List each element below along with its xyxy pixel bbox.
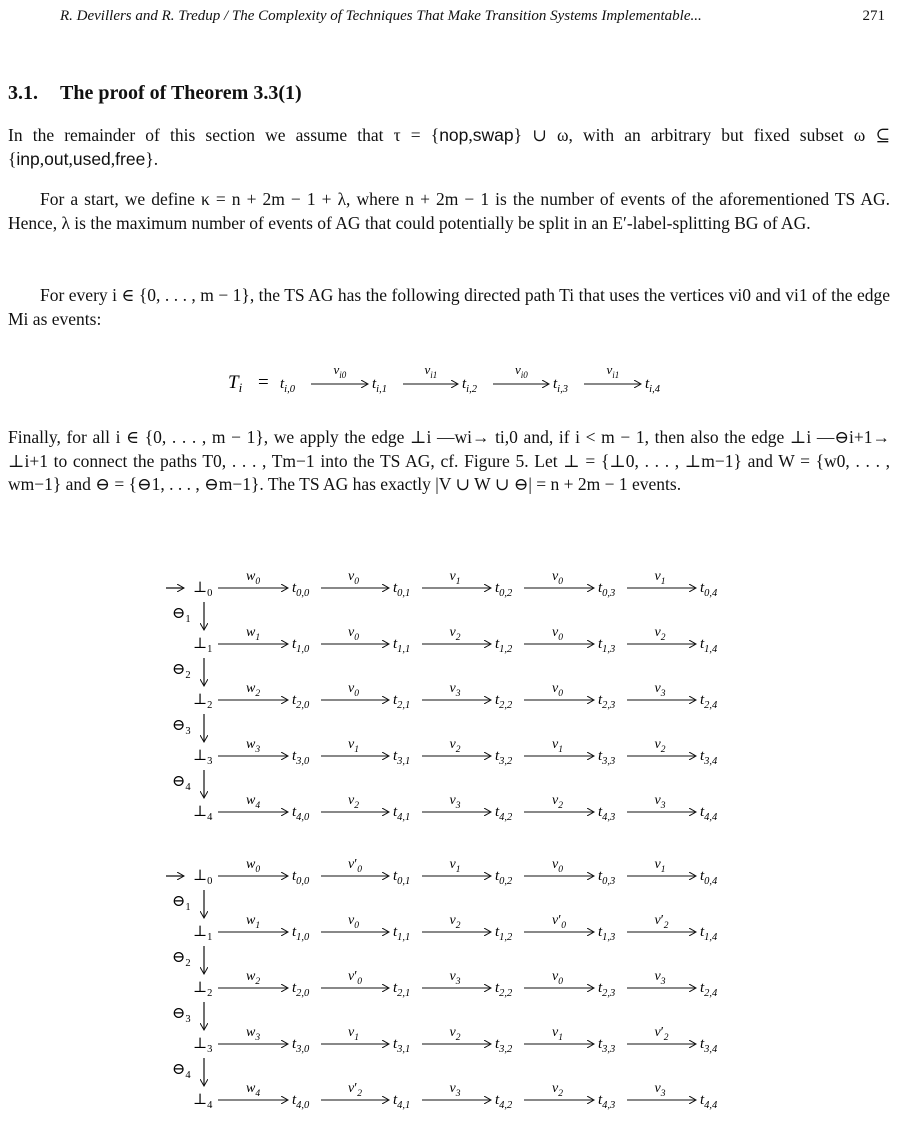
equation-lhs: $T_i$ (228, 372, 243, 395)
state-node: $t_{2,4}$ (700, 692, 718, 711)
transition-label: $v_2$ (654, 625, 666, 643)
ominus-label: $⊖_3$ (172, 1005, 191, 1025)
paragraph-4 (8, 426, 890, 497)
state-node: $t_{3,0}$ (292, 1036, 310, 1055)
state-node: $t_{2,2}$ (495, 692, 513, 711)
equation-arrow-label: $v_{i1}$ (424, 362, 438, 380)
bottom-state: $\perp_4$ (193, 804, 213, 823)
state-node: $t_{0,2}$ (495, 580, 513, 599)
p2-rest: G. Hence, λ is the maximum number of events of AG that could potentially be split in an E′-label-splitting BG of AG. (8, 189, 890, 233)
transition-label: $v_1$ (654, 569, 666, 587)
transition-label: $v'_2$ (654, 913, 669, 931)
transition-label: $v_1$ (654, 857, 666, 875)
transition-label: $w_2$ (246, 681, 261, 699)
p1-comma-2: , (39, 148, 45, 169)
ominus-label: $⊖_3$ (172, 717, 191, 737)
section-heading (8, 80, 302, 107)
equation-state: $t_{i,0}$ (280, 376, 295, 395)
transition-label: $v_3$ (654, 1081, 666, 1099)
paragraph-1 (8, 124, 890, 171)
p3-text: For every i ∈ {0, . . . , m − 1}, the TS AG has the following directed path Ti that uses the vertices vi0 and vi1 of the edge Mi as events: (8, 285, 890, 329)
bottom-state: $\perp_1$ (193, 924, 213, 943)
transition-label: $v_2$ (348, 793, 359, 811)
equation-state: $t_{i,2}$ (462, 376, 477, 395)
state-node: $t_{2,1}$ (393, 692, 411, 711)
state-node: $t_{3,2}$ (495, 1036, 513, 1055)
state-node: $t_{3,4}$ (700, 1036, 718, 1055)
state-node: $t_{3,3}$ (598, 1036, 616, 1055)
state-node: $t_{4,3}$ (598, 1092, 616, 1111)
transition-label: $v_0$ (348, 569, 359, 587)
state-node: $t_{3,1}$ (393, 1036, 411, 1055)
p2-text: For a start, we define κ = n + 2m − 1 + λ, where n + 2m − 1 is the number of events of the aforementioned TS A (40, 189, 873, 209)
state-node: $t_{0,1}$ (393, 580, 411, 599)
state-node: $t_{4,2}$ (495, 1092, 513, 1111)
transition-label: $v_3$ (654, 969, 666, 987)
p1-swap: swap (472, 125, 514, 145)
transition-label: $v'_2$ (348, 1081, 363, 1099)
state-node: $t_{2,4}$ (700, 980, 718, 999)
p4-text: Finally, for all i ∈ {0, . . . , m − 1}, we apply the edge ⊥i —wi→ ti,0 and, if i < m − 1, then also the edge ⊥i —⊖i+1→ ⊥i+1 to connect the paths T0, . . . , Tm−1 into the TS AG, cf. Figure 5. Let ⊥ = {⊥0, . . . , ⊥m−1} and W = {w0, . . . , wm−1} and ⊖ = {⊖1, . . . , ⊖m−1}. The TS AG has exactly |V ∪ W ∪ ⊖| = n + 2m − 1 events. (8, 427, 890, 495)
transition-label: $v_2$ (552, 793, 563, 811)
state-node: $t_{0,0}$ (292, 868, 310, 887)
state-node: $t_{4,0}$ (292, 804, 310, 823)
bottom-state: $\perp_0$ (193, 580, 213, 599)
transition-label: $w_2$ (246, 969, 261, 987)
transition-label: $v_1$ (348, 737, 359, 755)
state-node: $t_{0,2}$ (495, 868, 513, 887)
path-equation (0, 360, 897, 408)
transition-label: $v_0$ (348, 913, 359, 931)
transition-label: $w_0$ (246, 569, 261, 587)
ominus-label: $⊖_1$ (172, 893, 191, 913)
ominus-label: $⊖_1$ (172, 605, 191, 625)
transition-label: $v_0$ (552, 625, 563, 643)
state-node: $t_{1,0}$ (292, 636, 310, 655)
state-node: $t_{0,0}$ (292, 580, 310, 599)
state-node: $t_{2,0}$ (292, 692, 310, 711)
state-node: $t_{2,0}$ (292, 980, 310, 999)
bottom-state: $\perp_3$ (193, 748, 213, 767)
state-node: $t_{0,4}$ (700, 868, 718, 887)
equation-state: $t_{i,3}$ (553, 376, 568, 395)
p1-part-a: In the remainder of this section we assume that τ = { (8, 125, 440, 145)
p1-comma-3: , (68, 148, 73, 169)
transition-label: $w_1$ (246, 913, 261, 931)
equation-group (228, 362, 661, 395)
state-node: $t_{1,4}$ (700, 924, 718, 943)
transition-label: $v_0$ (552, 857, 563, 875)
p1-part-b: } ∪ ω, with an arbitrary but fixed subset ω ⊆ { (8, 125, 890, 169)
transition-label: $v_1$ (348, 1025, 359, 1043)
equation-arrow-label: $v_{i1}$ (606, 362, 620, 380)
state-node: $t_{3,0}$ (292, 748, 310, 767)
bottom-state: $\perp_1$ (193, 636, 213, 655)
state-node: $t_{4,1}$ (393, 1092, 411, 1111)
state-node: $t_{4,4}$ (700, 804, 718, 823)
state-node: $t_{4,4}$ (700, 1092, 718, 1111)
equation-arrow-label: $v_{i0}$ (333, 362, 347, 380)
equation-arrow-label: $v_{i0}$ (515, 362, 528, 380)
transition-label: $v_3$ (449, 1081, 461, 1099)
equation-state: $t_{i,4}$ (645, 376, 660, 395)
transition-label: $v_2$ (449, 913, 461, 931)
transition-label: $v_2$ (449, 1025, 461, 1043)
page-number: 271 (862, 8, 885, 24)
transition-label: $v_1$ (449, 569, 461, 587)
state-node: $t_{3,2}$ (495, 748, 513, 767)
state-node: $t_{0,4}$ (700, 580, 718, 599)
state-node: $t_{3,1}$ (393, 748, 411, 767)
transition-label: $v_0$ (552, 681, 563, 699)
transition-label: $v_1$ (552, 737, 563, 755)
state-node: $t_{1,1}$ (393, 636, 411, 655)
transition-label: $w_4$ (246, 793, 261, 811)
running-head: R. Devillers and R. Tredup / The Complexity of Techniques That Make Transition Systems Implementable... (60, 8, 702, 24)
transition-label: $v_2$ (449, 625, 461, 643)
p1-nop: nop (439, 125, 469, 145)
state-node: $t_{1,3}$ (598, 636, 616, 655)
transition-label: $w_3$ (246, 1025, 261, 1043)
ominus-label: $⊖_4$ (172, 1061, 191, 1081)
state-node: $t_{4,2}$ (495, 804, 513, 823)
bottom-state: $\perp_2$ (193, 980, 213, 999)
transition-label: $v_0$ (552, 569, 563, 587)
transition-label: $w_1$ (246, 625, 261, 643)
transition-label: $v_2$ (552, 1081, 563, 1099)
transition-label: $v'_0$ (348, 969, 363, 987)
state-node: $t_{1,2}$ (495, 636, 513, 655)
state-node: $t_{0,3}$ (598, 868, 616, 887)
p1-part-c: }. (145, 148, 159, 169)
paragraph-2 (8, 188, 890, 235)
transition-label: $v'_0$ (348, 857, 363, 875)
state-node: $t_{2,2}$ (495, 980, 513, 999)
state-node: $t_{1,2}$ (495, 924, 513, 943)
state-node: $t_{2,3}$ (598, 980, 616, 999)
state-node: $t_{2,3}$ (598, 692, 616, 711)
section-title-text: The proof of Theorem 3.3(1) (60, 82, 302, 104)
transition-label: $v_3$ (449, 969, 461, 987)
state-node: $t_{1,0}$ (292, 924, 310, 943)
transition-label: $v_3$ (449, 793, 461, 811)
p1-inp: inp (16, 148, 40, 169)
transition-label: $v_0$ (552, 969, 563, 987)
state-node: $t_{1,4}$ (700, 636, 718, 655)
figure-5-top-ts (0, 570, 897, 832)
transition-label: $v_2$ (449, 737, 461, 755)
transition-label: $v_0$ (348, 625, 359, 643)
transition-label: $v_3$ (654, 793, 666, 811)
transition-label: $v'_2$ (654, 1025, 669, 1043)
transition-label: $v'_0$ (552, 913, 567, 931)
equation-state: $t_{i,1}$ (372, 376, 387, 395)
p1-free: free (115, 148, 146, 169)
transition-label: $w_4$ (246, 1081, 261, 1099)
state-node: $t_{2,1}$ (393, 980, 411, 999)
paragraph-3 (8, 284, 890, 331)
transition-label: $v_1$ (552, 1025, 563, 1043)
p1-comma-1: , (468, 125, 473, 145)
state-node: $t_{4,3}$ (598, 804, 616, 823)
transition-label: $v_1$ (449, 857, 461, 875)
p1-comma-4: , (110, 148, 116, 169)
state-node: $t_{3,4}$ (700, 748, 718, 767)
p1-used: used (72, 148, 111, 169)
transition-label: $v_3$ (654, 681, 666, 699)
state-node: $t_{0,1}$ (393, 868, 411, 887)
section-number: 3.1. (8, 82, 38, 104)
bottom-state: $\perp_2$ (193, 692, 213, 711)
figure-5-bottom-ts (0, 858, 897, 1128)
transition-label: $v_3$ (449, 681, 461, 699)
state-node: $t_{3,3}$ (598, 748, 616, 767)
state-node: $t_{0,3}$ (598, 580, 616, 599)
state-node: $t_{4,1}$ (393, 804, 411, 823)
state-node: $t_{1,1}$ (393, 924, 411, 943)
state-node: $t_{4,0}$ (292, 1092, 310, 1111)
state-node: $t_{1,3}$ (598, 924, 616, 943)
equation-equals: = (258, 372, 269, 393)
transition-label: $v_2$ (654, 737, 666, 755)
transition-label: $w_0$ (246, 857, 261, 875)
ominus-label: $⊖_4$ (172, 773, 191, 793)
transition-label: $v_0$ (348, 681, 359, 699)
ominus-label: $⊖_2$ (172, 661, 191, 681)
transition-label: $w_3$ (246, 737, 261, 755)
bottom-state: $\perp_3$ (193, 1036, 213, 1055)
bottom-state: $\perp_0$ (193, 868, 213, 887)
p1-out: out (44, 148, 69, 169)
bottom-state: $\perp_4$ (193, 1092, 213, 1111)
ominus-label: $⊖_2$ (172, 949, 191, 969)
